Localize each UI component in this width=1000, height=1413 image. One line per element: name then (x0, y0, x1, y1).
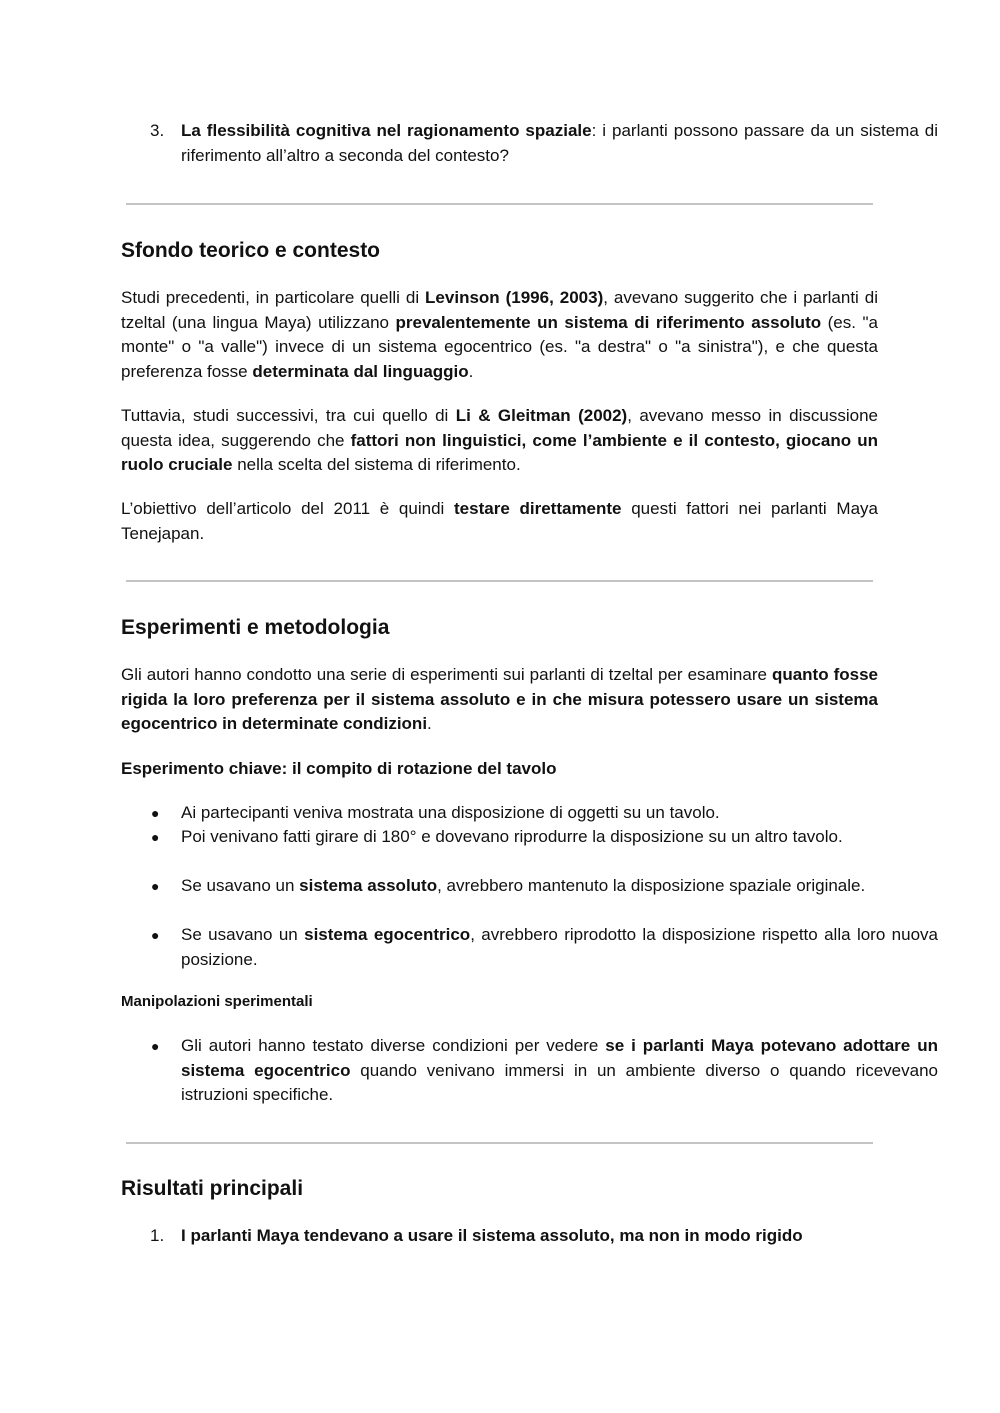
paragraph: Studi precedenti, in particolare quelli di Levinson (1996, 2003), avevano suggerito che i parlanti di tzeltal (una lingua Maya) utilizzano prevalentemente un sistema di riferimento assoluto (es. "a monte" o "a valle") invece di un sistema egocentrico (es. "a destra" o "a sinistra"), e che questa preferenza fosse determinata dal linguaggio. (121, 288, 878, 381)
divider (126, 203, 873, 205)
section-title-background: Sfondo teorico e contesto (121, 239, 381, 262)
list-item: ● Se usavano un sistema egocentrico, avrebbero riprodotto la disposizione rispetto alla loro nuova posizione. (151, 925, 938, 969)
paragraph: L’obiettivo dell’articolo del 2011 è quindi testare direttamente questi fattori nei parlanti Maya Tenejapan. (121, 499, 878, 543)
list-item: ● Gli autori hanno testato diverse condizioni per vedere se i parlanti Maya potevano adottare un sistema egocentrico quando venivano immersi in un ambiente diverso o quando ricevevano istruzioni specifiche. (151, 1036, 938, 1104)
list-number: 1. (150, 1226, 165, 1245)
divider (126, 580, 873, 582)
bullet-icon: ● (151, 1038, 160, 1054)
bullet-icon: ● (151, 927, 160, 943)
list-item-1 (121, 1224, 938, 1249)
section-title-experiments: Esperimenti e metodologia (121, 616, 390, 639)
list-item: ● Poi venivano fatti girare di 180° e dovevano riprodurre la disposizione su un altro tavolo. (121, 825, 938, 850)
bullet-icon: ● (151, 829, 160, 845)
paragraph: Gli autori hanno condotto una serie di esperimenti sui parlanti di tzeltal per esaminare quanto fosse rigida la loro preferenza per il sistema assoluto e in che misura potessero usare un sistema egocentrico in determinate condizioni. (121, 665, 878, 733)
list-item-3 (121, 119, 938, 168)
list-item: ● Ai partecipanti veniva mostrata una disposizione di oggetti su un tavolo. (121, 801, 938, 826)
section-title-results: Risultati principali (121, 1177, 304, 1200)
divider (126, 1142, 873, 1144)
bullet-icon: ● (151, 805, 160, 821)
bold-text: I parlanti Maya tendevano a usare il sistema assoluto, ma non in modo rigido (181, 1226, 803, 1245)
list-item-text: La flessibilità cognitiva nel ragionamento spaziale: i parlanti possono passare da un sistema di riferimento all’altro a seconda del contesto? (181, 121, 938, 165)
paragraph: Tuttavia, studi successivi, tra cui quello di Li & Gleitman (2002), avevano messo in discussione questa idea, suggerendo che fattori non linguistici, come l’ambiente e il contesto, giocano un ruolo cruciale nella scelta del sistema di riferimento. (121, 406, 878, 474)
list-number: 3. (150, 121, 165, 140)
subsection-title: Esperimento chiave: il compito di rotazione del tavolo (121, 759, 557, 778)
subsection-title: Manipolazioni sperimentali (121, 993, 313, 1010)
bold-text: La flessibilità cognitiva nel ragionamento spaziale (181, 121, 592, 140)
list-item: ● Se usavano un sistema assoluto, avrebbero mantenuto la disposizione spaziale originale. (121, 874, 938, 899)
bullet-icon: ● (151, 878, 160, 894)
